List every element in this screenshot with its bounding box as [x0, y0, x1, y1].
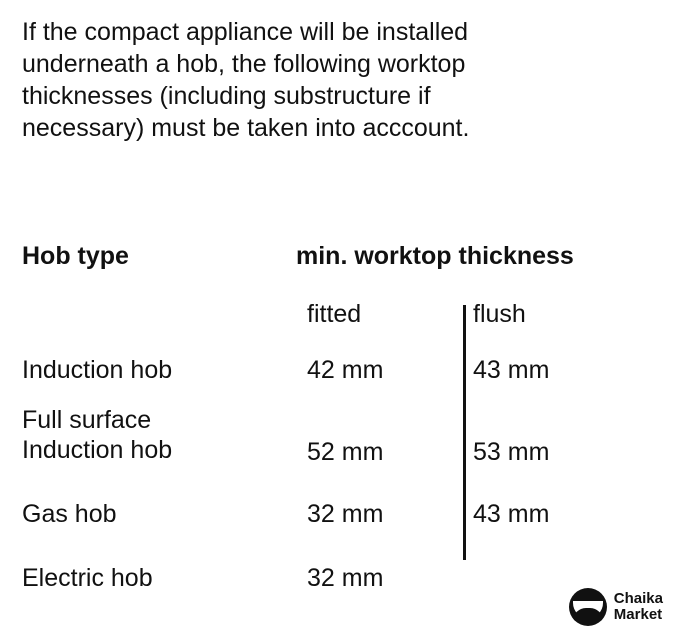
intro-paragraph	[22, 16, 642, 144]
intro-line-2: underneath a hob, the following worktop	[22, 50, 466, 78]
table-row	[0, 486, 675, 550]
chaika-logo-icon	[569, 588, 607, 626]
row-value-fitted: 32 mm	[307, 564, 384, 592]
row-value-flush: 43 mm	[473, 500, 550, 528]
intro-line-3: thicknesses (including substructure if	[22, 82, 431, 110]
table-subheader-row	[0, 294, 675, 342]
column-header-min-worktop-thickness: min. worktop thickness	[296, 242, 574, 270]
row-value-flush: 43 mm	[473, 356, 550, 384]
watermark	[569, 588, 663, 626]
intro-line-4: necessary) must be taken into acccount.	[22, 114, 470, 142]
column-header-hob-type: Hob type	[22, 242, 129, 270]
row-value-fitted: 32 mm	[307, 500, 384, 528]
row-label-line-1: Full surface	[22, 406, 152, 434]
table-row	[0, 342, 675, 406]
table-header-row	[0, 242, 675, 294]
watermark-text	[614, 591, 663, 623]
table-row	[0, 406, 675, 486]
watermark-line-2: Market	[613, 606, 663, 623]
row-label-line-2: Induction hob	[22, 435, 173, 464]
worktop-thickness-table	[0, 242, 675, 614]
row-value-fitted: 52 mm	[307, 438, 384, 466]
row-label: Gas hob	[22, 500, 117, 528]
row-value-fitted: 42 mm	[307, 356, 384, 384]
intro-line-1: If the compact appliance will be installed	[22, 18, 469, 46]
row-label	[22, 406, 172, 465]
row-value-flush: 53 mm	[473, 438, 550, 466]
watermark-line-1: Chaika	[613, 589, 663, 607]
row-label: Induction hob	[22, 356, 173, 384]
subheader-fitted: fitted	[307, 300, 362, 328]
subheader-flush: flush	[473, 300, 526, 328]
row-label: Electric hob	[22, 564, 153, 592]
